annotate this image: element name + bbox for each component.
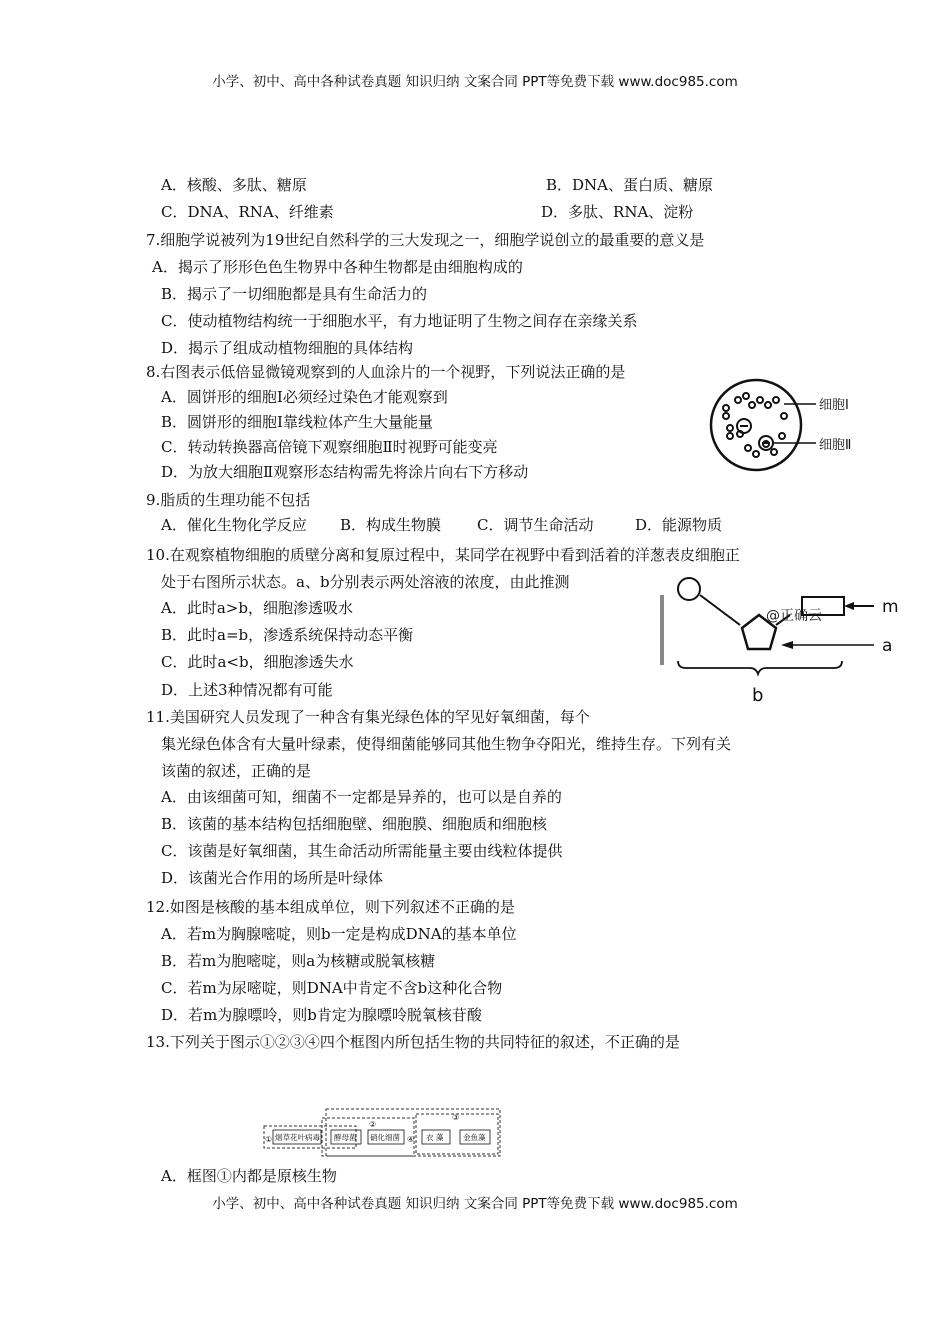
q10-option-a: A．此时a>b，细胞渗透吸水 — [161, 599, 353, 617]
box4-marker: ④ — [407, 1135, 415, 1144]
q11-option-d: D．该菌光合作用的场所是叶绿体 — [161, 869, 384, 887]
q11-option-a: A．由该细菌可知，细菌不一定都是异养的，也可以是自养的 — [161, 788, 562, 806]
blood-smear-figure — [700, 378, 900, 478]
org-yeast: 酵母菌 — [334, 1133, 357, 1142]
org-nitrifying-bacteria: 硝化细菌 — [370, 1133, 400, 1142]
q8-option-d: D．为放大细胞Ⅱ观察形态结构需先将涂片向右下方移动 — [161, 463, 529, 481]
q13-stem: 13.下列关于图示①②③④四个框图内所包括生物的共同特征的叙述，不正确的是 — [146, 1033, 680, 1051]
q7-stem: 7.细胞学说被列为19世纪自然科学的三大发现之一，细胞学说创立的最重要的意义是 — [146, 231, 705, 249]
q7-option-c: C．使动植物结构统一于细胞水平，有力地证明了生物之间存在亲缘关系 — [161, 312, 638, 330]
q13-option-a: A．框图①内都是原核生物 — [161, 1167, 337, 1185]
org-chlamydomonas: 衣 藻 — [426, 1133, 444, 1142]
q6-option-c: C．DNA、RNA、纤维素 — [161, 203, 334, 221]
q12-option-b: B．若m为胞嘧啶，则a为核糖或脱氧核糖 — [161, 952, 436, 970]
nucleotide-figure — [656, 575, 906, 710]
q10-option-d: D．上述3种情况都有可能 — [161, 681, 333, 699]
q12-option-d: D．若m为腺嘌呤，则b肯定为腺嘌呤脱氧核苷酸 — [161, 1006, 482, 1024]
watermark-text: @正确云 — [766, 608, 822, 624]
q8-option-c: C．转动转换器高倍镜下观察细胞Ⅱ时视野可能变亮 — [161, 438, 498, 456]
q9-option-b: B．构成生物膜 — [340, 516, 442, 534]
box2-marker: ② — [369, 1120, 377, 1129]
label-a: a — [882, 636, 893, 656]
label-b: b — [752, 685, 764, 706]
q9-stem: 9.脂质的生理功能不包括 — [146, 491, 311, 509]
q6-option-a: A．核酸、多肽、糖原 — [161, 176, 307, 194]
q6-option-d: D．多肽、RNA、淀粉 — [541, 203, 694, 221]
organism-classification-figure — [262, 1106, 504, 1158]
q10-stem-line2: 处于右图所示状态。a、b分别表示两处溶液的浓度，由此推测 — [161, 573, 570, 591]
q7-option-d: D．揭示了组成动植物细胞的具体结构 — [161, 339, 414, 357]
q12-option-c: C．若m为尿嘧啶，则DNA中肯定不含b这种化合物 — [161, 979, 503, 997]
org-tmv: 烟草花叶病毒 — [275, 1133, 320, 1142]
q10-stem-line1: 10.在观察植物细胞的质壁分离和复原过程中，某同学在视野中看到活着的洋葱表皮细胞正 — [146, 546, 740, 564]
q8-option-a: A．圆饼形的细胞Ⅰ必须经过染色才能观察到 — [161, 388, 448, 406]
q11-stem-line3: 该菌的叙述，正确的是 — [161, 762, 312, 780]
cell-i-label: 细胞Ⅰ — [819, 398, 849, 413]
q11-stem-line2: 集光绿色体含有大量叶绿素，使得细菌能够同其他生物争夺阳光，维持生存。下列有关 — [161, 735, 732, 753]
q9-option-a: A．催化生物化学反应 — [161, 516, 307, 534]
q10-option-b: B．此时a=b，渗透系统保持动态平衡 — [161, 626, 414, 644]
q7-option-a: A．揭示了形形色色生物界中各种生物都是由细胞构成的 — [152, 258, 523, 276]
org-hornwort: 金鱼藻 — [463, 1133, 486, 1142]
page-header: 小学、初中、高中各种试卷真题 知识归纳 文案合同 PPT等免费下载 www.doc985.com — [212, 74, 738, 90]
q8-stem: 8.右图表示低倍显微镜观察到的人血涂片的一个视野，下列说法正确的是 — [146, 363, 626, 381]
page-footer: 小学、初中、高中各种试卷真题 知识归纳 文案合同 PPT等免费下载 www.doc985.com — [212, 1196, 738, 1212]
cell-ii-label: 细胞Ⅱ — [819, 438, 852, 453]
q9-option-c: C．调节生命活动 — [477, 516, 594, 534]
box1-marker: ① — [265, 1135, 273, 1144]
q12-stem: 12.如图是核酸的基本组成单位，则下列叙述不正确的是 — [146, 898, 515, 916]
q11-stem-line1: 11.美国研究人员发现了一种含有集光绿色体的罕见好氧细菌，每个 — [146, 708, 590, 726]
q12-option-a: A．若m为胸腺嘧啶，则b一定是构成DNA的基本单位 — [161, 925, 517, 943]
q11-option-b: B．该菌的基本结构包括细胞壁、细胞膜、细胞质和细胞核 — [161, 815, 548, 833]
q10-option-c: C．此时a<b，细胞渗透失水 — [161, 653, 354, 671]
q6-option-b: B．DNA、蛋白质、糖原 — [546, 176, 714, 194]
box3-marker: ③ — [452, 1113, 460, 1122]
label-m: m — [882, 597, 899, 617]
q9-option-d: D．能源物质 — [635, 516, 723, 534]
q7-option-b: B．揭示了一切细胞都是具有生命活力的 — [161, 285, 428, 303]
q8-option-b: B．圆饼形的细胞Ⅰ靠线粒体产生大量能量 — [161, 413, 433, 431]
q11-option-c: C．该菌是好氧细菌，其生命活动所需能量主要由线粒体提供 — [161, 842, 563, 860]
